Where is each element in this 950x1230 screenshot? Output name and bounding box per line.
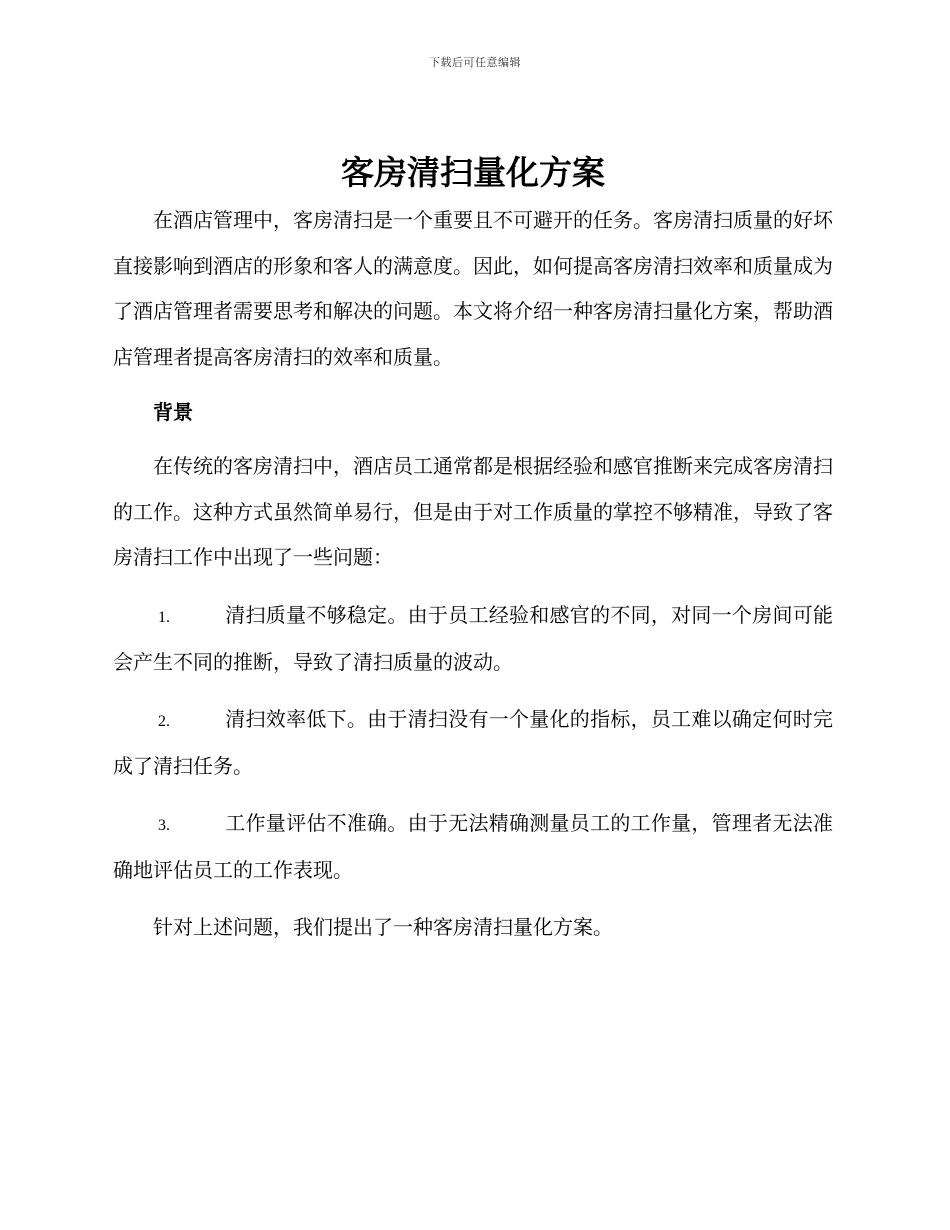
list-number: 1. — [158, 608, 170, 626]
list-number: 3. — [158, 816, 170, 834]
intro-paragraph: 在酒店管理中，客房清扫是一个重要且不可避开的任务。客房清扫质量的好坏直接影响到酒店的形象和客人的满意度。因此，如何提高客房清扫效率和质量成为了酒店管理者需要思考和解决的问题。本文将介绍一种客房清扫量化方案，帮助酒店管理者提高客房清扫的效率和质量。 — [113, 208, 833, 369]
closing-paragraph: 针对上述问题，我们提出了一种客房清扫量化方案。 — [153, 914, 613, 939]
page-header-note: 下载后可任意编辑 — [429, 56, 521, 69]
list-item-text: 清扫效率低下。由于清扫没有一个量化的指标，员工难以确定何时完成了清扫任务。 — [113, 706, 833, 778]
document-body — [113, 150, 833, 950]
background-paragraph: 在传统的客房清扫中，酒店员工通常都是根据经验和感官推断来完成客房清扫的工作。这种方式虽然简单易行，但是由于对工作质量的掌控不够精准，导致了客房清扫工作中出现了一些问题： — [113, 454, 833, 569]
list-item-3 — [113, 801, 833, 893]
list-item-2 — [113, 697, 833, 789]
list-item-text: 工作量评估不准确。由于无法精确测量员工的工作量，管理者无法准确地评估员工的工作表现。 — [113, 810, 833, 882]
section-heading: 背景 — [153, 400, 193, 424]
document-title: 客房清扫量化方案 — [341, 153, 605, 192]
list-number: 2. — [158, 712, 170, 730]
list-item-1 — [113, 593, 833, 685]
list-item-text: 清扫质量不够稳定。由于员工经验和感官的不同，对同一个房间可能会产生不同的推断，导致了清扫质量的波动。 — [113, 602, 833, 674]
